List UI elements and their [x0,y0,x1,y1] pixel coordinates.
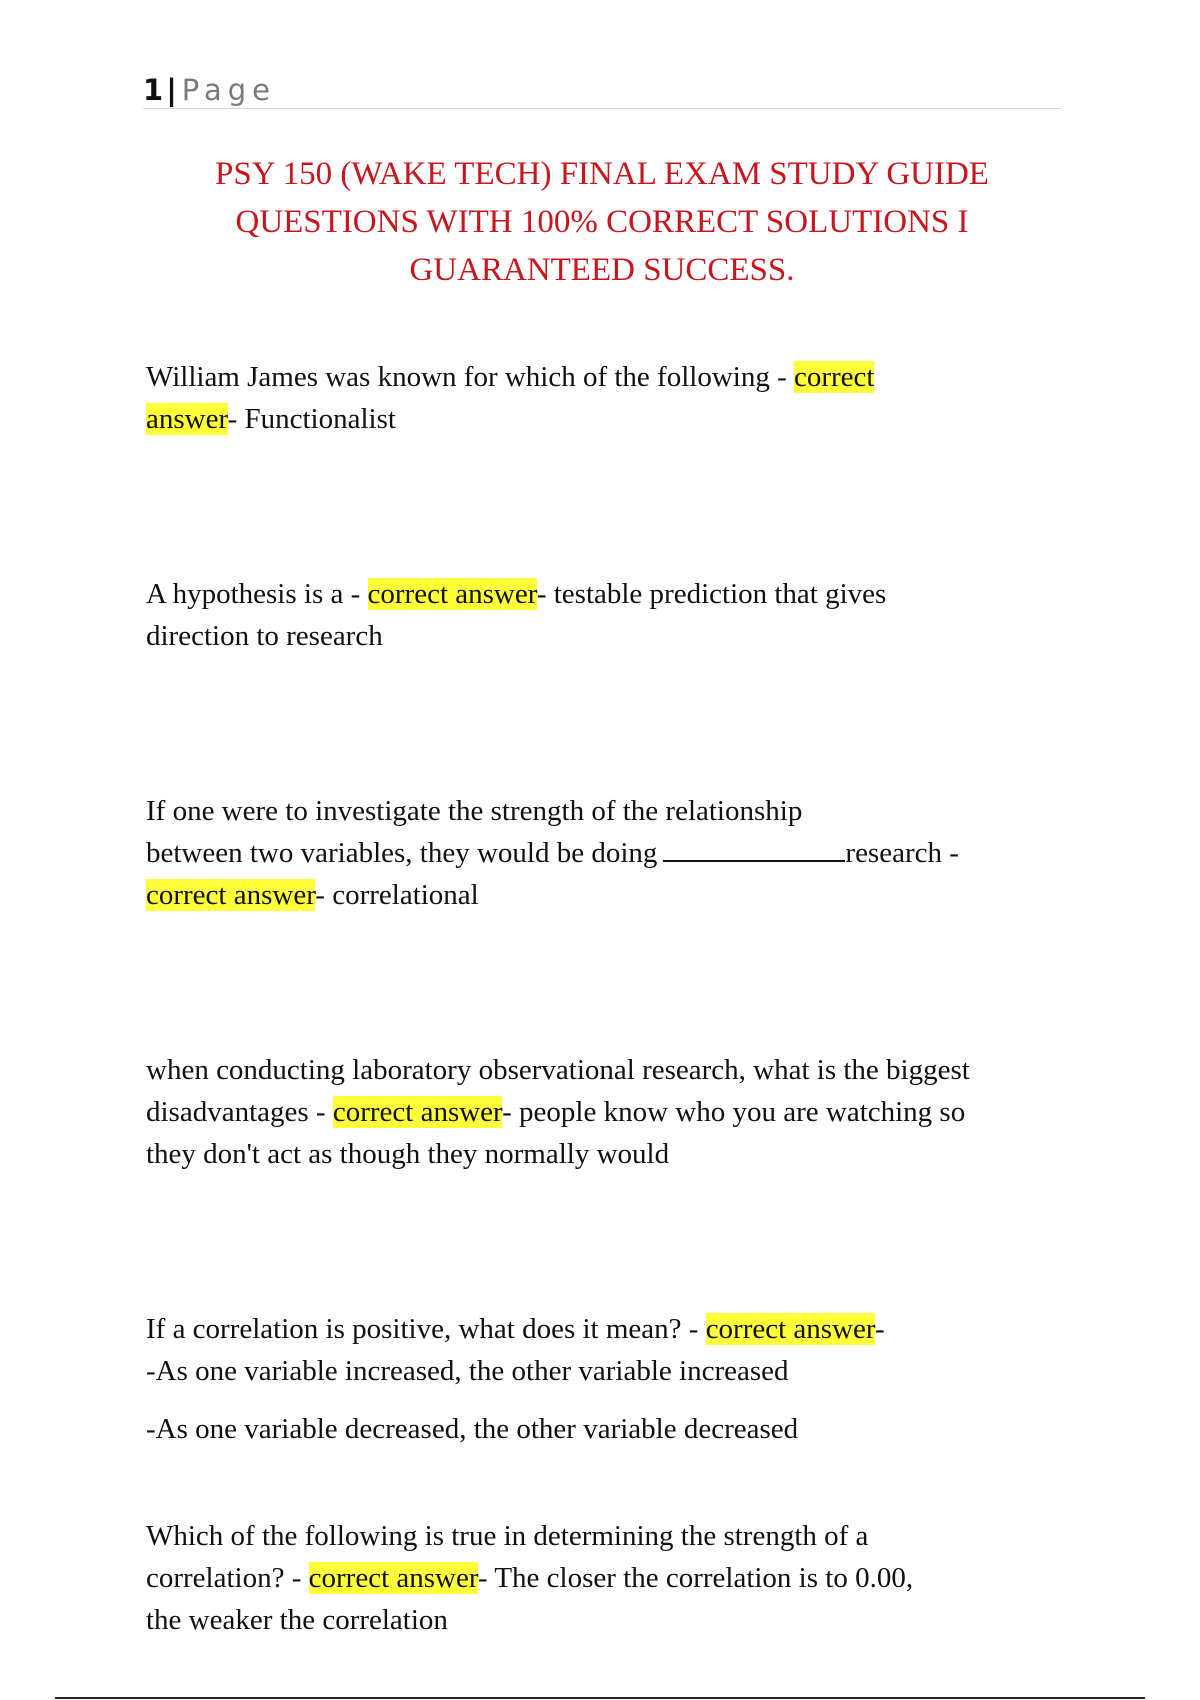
page-header [143,72,1061,109]
question-fragment: If a correlation is positive, what does it mean? - [146,1313,706,1345]
question-text-continued [146,832,1061,874]
answer-text [146,398,1061,440]
question-fragment: William James was known for which of the following - [146,361,794,393]
answer-text [146,874,1061,916]
qa-item-1 [146,356,1061,440]
question-text: Which of the following is true in determining the strength of a [146,1520,869,1552]
answer-highlight: correct [793,361,875,393]
question-fragment: disadvantages - [146,1096,333,1128]
fill-in-blank [663,833,845,862]
answer-fragment: - [874,1313,885,1345]
title-line-3: GUARANTEED SUCCESS. [409,252,795,288]
question-text: when conducting laboratory observational research, what is the biggest [146,1054,970,1086]
answer-text: direction to research [146,620,383,652]
qa-item-6 [146,1515,1061,1641]
question-fragment: research - [845,837,959,869]
answer-text-continued: the weaker the correlation [146,1604,448,1636]
question-text [146,356,1061,398]
qa-item-5 [146,1308,1061,1450]
answer-highlight: correct answer [146,879,316,911]
footer-rule [55,1697,1145,1699]
question-fragment: between two variables, they would be doing [146,837,658,869]
answer-highlight: correct answer [367,578,537,610]
answer-highlight: answer [146,403,228,435]
answer-highlight: correct answer [705,1313,875,1345]
question-text: If one were to investigate the strength of the relationship [146,795,803,827]
answer-highlight: correct answer [308,1562,478,1594]
answer-fragment: - testable prediction that gives [536,578,887,610]
answer-text [146,1557,1061,1599]
answer-text-continued: they don't act as though they normally would [146,1138,670,1170]
answer-fragment: - The closer the correlation is to 0.00, [477,1562,914,1594]
question-fragment: A hypothesis is a - [146,578,368,610]
qa-item-3 [146,790,1061,916]
page-number: 1 [143,73,164,107]
answer-highlight: correct answer [332,1096,503,1128]
qa-item-2 [146,573,1061,657]
qa-item-4 [146,1049,1061,1175]
question-text [146,1308,1061,1350]
page-label: Page [181,73,276,107]
question-text [146,573,1061,615]
document-title [143,150,1061,294]
answer-text-continued: -As one variable decreased, the other variable decreased [146,1413,799,1445]
question-fragment: correlation? - [146,1562,309,1594]
title-line-1: PSY 150 (WAKE TECH) FINAL EXAM STUDY GUIDE [215,156,989,192]
answer-fragment: - correlational [315,879,479,911]
answer-fragment: - people know who you are watching so [502,1096,966,1128]
answer-fragment: - Functionalist [227,403,396,435]
title-line-2: QUESTIONS WITH 100% CORRECT SOLUTIONS I [235,204,969,240]
page-separator: | [166,73,177,107]
answer-text: -As one variable increased, the other variable increased [146,1355,789,1387]
answer-text [146,1091,1061,1133]
